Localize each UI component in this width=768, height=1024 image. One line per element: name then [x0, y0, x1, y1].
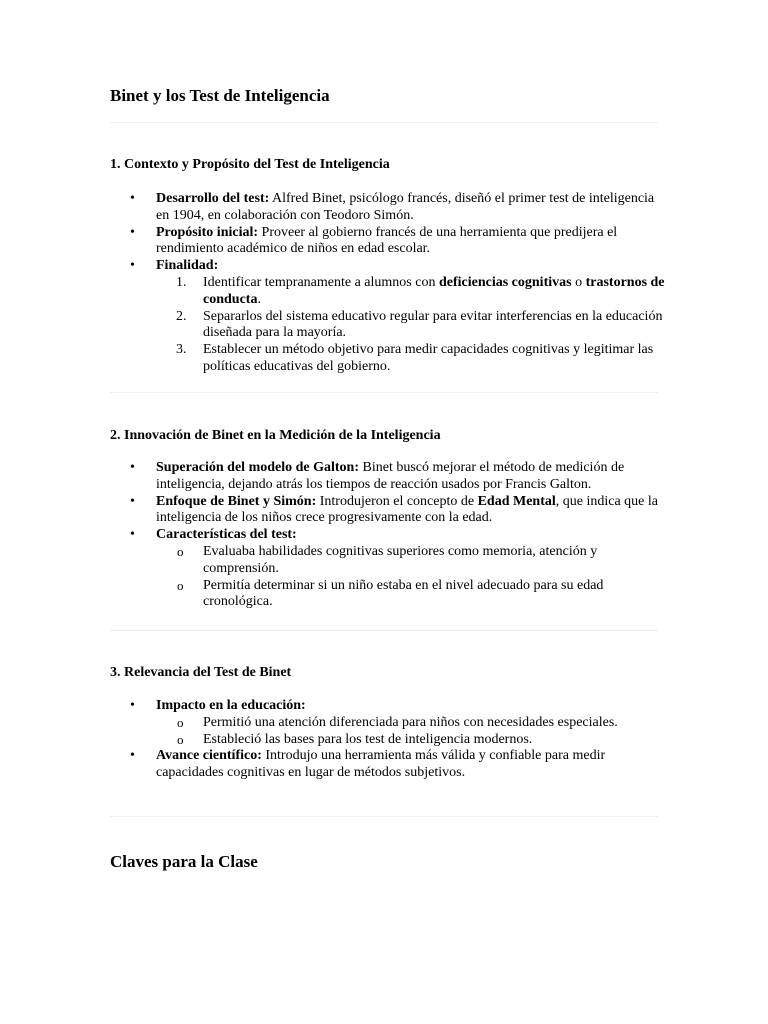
item-text: Introdujeron el concepto de [316, 493, 478, 509]
section-title-claves: Claves para la Clase [110, 852, 258, 871]
bullet-marker: • [130, 527, 135, 543]
list-item [110, 698, 670, 715]
item-text: , que indica que la inteligencia de los niños crece progresivamente con la edad. [156, 493, 659, 526]
item-text: Establecer un método objetivo para medir capacidades cognitivas y legitimar las políticas educativas del gobierno. [203, 342, 654, 374]
numbered-item [110, 275, 670, 309]
sub-list-item [110, 715, 670, 732]
circle-bullet-marker: o [177, 714, 184, 730]
list-item [110, 225, 670, 259]
item-text: o [571, 274, 586, 290]
item-label: Finalidad: [156, 258, 219, 274]
bullet-marker: • [130, 460, 135, 475]
numbered-item [110, 342, 670, 376]
list-item [110, 258, 670, 275]
document-title: Binet y los Test de Inteligencia [110, 86, 330, 105]
divider [110, 816, 658, 817]
bullet-marker: • [130, 224, 135, 240]
list-item [110, 527, 670, 544]
section-2-heading: 2. Innovación de Binet en la Medición de la Inteligencia [110, 428, 441, 443]
circle-bullet-marker: o [177, 543, 184, 559]
divider [110, 630, 658, 631]
bullet-marker: • [130, 493, 135, 509]
emphasis: Edad Mental [477, 493, 556, 509]
item-text: Permitía determinar si un niño estaba en el nivel adecuado para su edad cronológica. [203, 577, 604, 610]
number-marker: 3. [176, 342, 187, 358]
bullet-marker: • [130, 258, 135, 274]
item-text: Proveer al gobierno francés de una herramienta que predijera el rendimiento académico de niños en edad escolar. [156, 224, 618, 257]
item-text: Identificar tempranamente a alumnos con [203, 274, 439, 290]
number-marker: 1. [176, 274, 187, 290]
item-text: Alfred Binet, psicólogo francés, diseñó el primer test de inteligencia en 1904, en colaboración con Teodoro Simón. [156, 191, 655, 223]
list-item [110, 191, 670, 225]
item-text: Introdujo una herramienta más válida y confiable para medir capacidades cognitivas en lugar de métodos subjetivos. [156, 748, 606, 781]
list-item [110, 494, 670, 528]
emphasis: trastornos de conducta [203, 274, 665, 307]
circle-bullet-marker: o [177, 731, 184, 747]
bullet-marker: • [130, 191, 135, 206]
bullet-marker: • [130, 698, 135, 713]
item-label: Enfoque de Binet y Simón: [156, 493, 317, 509]
section-3-heading: 3. Relevancia del Test de Binet [110, 665, 292, 680]
section-3-list [110, 698, 670, 782]
divider [110, 392, 658, 393]
item-text: Separarlos del sistema educativo regular para evitar interferencias en la educación diseñada para la mayoría. [203, 308, 663, 341]
sub-list-item [110, 578, 670, 612]
sub-list-item [110, 544, 670, 578]
section-1-list [110, 191, 670, 376]
item-label: Características del test: [156, 527, 297, 543]
numbered-item [110, 309, 670, 343]
item-label: Superación del modelo de Galton: [156, 460, 360, 475]
item-text: . [257, 291, 261, 307]
emphasis: deficiencias cognitivas [438, 274, 572, 290]
item-text: Estableció las bases para los test de inteligencia modernos. [203, 731, 533, 747]
item-text: Permitió una atención diferenciada para niños con necesidades especiales. [203, 714, 618, 730]
number-marker: 2. [176, 308, 187, 324]
divider [110, 122, 658, 123]
item-label: Desarrollo del test: [156, 191, 270, 206]
item-label: Propósito inicial: [156, 224, 259, 240]
section-2-list [110, 460, 670, 611]
section-1-heading: 1. Contexto y Propósito del Test de Inteligencia [110, 157, 390, 172]
list-item [110, 460, 670, 494]
circle-bullet-marker: o [177, 577, 184, 593]
list-item [110, 748, 670, 782]
item-label: Avance científico: [156, 748, 262, 764]
item-label: Impacto en la educación: [156, 698, 306, 713]
item-text: Evaluaba habilidades cognitivas superiores como memoria, atención y comprensión. [203, 543, 598, 576]
sub-list-item [110, 732, 670, 749]
bullet-marker: • [130, 748, 135, 764]
item-text: Binet buscó mejorar el método de medición de inteligencia, dejando atrás los tiempos de reacción usados por Francis Galton. [156, 460, 625, 492]
